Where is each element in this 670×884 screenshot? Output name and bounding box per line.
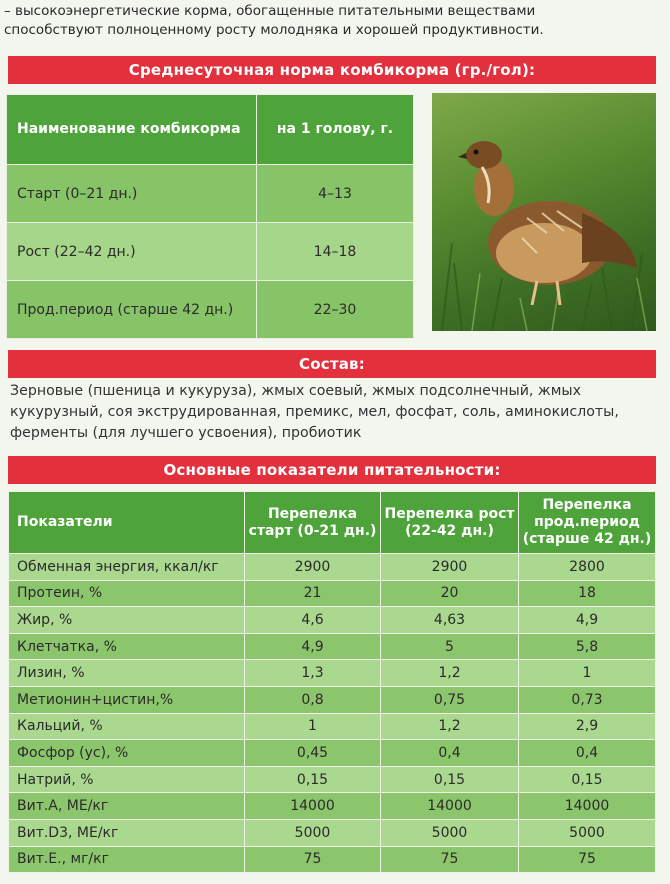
indicator-cell: Вит.А, МЕ/кг <box>9 793 245 820</box>
indicator-cell: Жир, % <box>9 607 245 634</box>
feed-value-cell: 4–13 <box>257 165 414 223</box>
indicator-cell: Кальций, % <box>9 713 245 740</box>
value-cell: 0,15 <box>245 766 381 793</box>
value-cell: 1 <box>245 713 381 740</box>
nutrition-table <box>8 491 656 873</box>
nutr-col-growth-header: Перепелка рост (22-42 дн.) <box>381 492 519 554</box>
intro-line-1: – высокоэнергетические корма, обогащенные питательными веществами <box>4 3 536 19</box>
nutr-col-start-header: Перепелка старт (0-21 дн.) <box>245 492 381 554</box>
value-cell: 1,3 <box>245 660 381 687</box>
table-row <box>9 607 656 634</box>
value-cell: 4,63 <box>381 607 519 634</box>
value-cell: 0,4 <box>381 740 519 767</box>
feed-col-name-header: Наименование комбикорма <box>7 95 257 165</box>
value-cell: 75 <box>519 846 656 873</box>
quail-illustration <box>432 93 656 331</box>
value-cell: 75 <box>381 846 519 873</box>
value-cell: 2900 <box>245 554 381 581</box>
feed-col-value-header: на 1 голову, г. <box>257 95 414 165</box>
indicator-cell: Фосфор (ус), % <box>9 740 245 767</box>
nutrition-header-row <box>9 492 656 554</box>
value-cell: 0,75 <box>381 686 519 713</box>
value-cell: 2800 <box>519 554 656 581</box>
value-cell: 1,2 <box>381 660 519 687</box>
value-cell: 14000 <box>519 793 656 820</box>
feed-norm-heading: Среднесуточная норма комбикорма (гр./гол): <box>8 56 656 84</box>
value-cell: 2900 <box>381 554 519 581</box>
value-cell: 4,9 <box>519 607 656 634</box>
feed-norm-table <box>6 94 414 339</box>
table-row <box>9 846 656 873</box>
nutr-col-indicator-header: Показатели <box>9 492 245 554</box>
table-row <box>9 580 656 607</box>
value-cell: 4,9 <box>245 633 381 660</box>
feed-value-cell: 14–18 <box>257 223 414 281</box>
value-cell: 20 <box>381 580 519 607</box>
value-cell: 5000 <box>381 819 519 846</box>
indicator-cell: Протеин, % <box>9 580 245 607</box>
value-cell: 5000 <box>245 819 381 846</box>
composition-text: Зерновые (пшеница и кукуруза), жмых соевый, жмых подсолнечный, жмых кукурузный, соя экструдированная, премикс, мел, фосфат, соль, аминокислоты, ферменты (для лучшего усвоения), пробиотик <box>10 383 619 441</box>
table-row <box>9 660 656 687</box>
quail-photo <box>432 93 656 331</box>
value-cell: 0,4 <box>519 740 656 767</box>
value-cell: 0,8 <box>245 686 381 713</box>
value-cell: 0,45 <box>245 740 381 767</box>
intro-line-2: способствуют полноценному росту молодняка и хорошей продуктивности. <box>4 22 544 38</box>
composition-heading: Состав: <box>8 350 656 378</box>
nutr-col-prod-header: Перепелка прод.период (старше 42 дн.) <box>519 492 656 554</box>
value-cell: 0,15 <box>381 766 519 793</box>
value-cell: 5 <box>381 633 519 660</box>
value-cell: 0,15 <box>519 766 656 793</box>
feed-name-cell: Прод.период (старше 42 дн.) <box>7 281 257 339</box>
feed-name-cell: Рост (22–42 дн.) <box>7 223 257 281</box>
table-row <box>7 223 414 281</box>
table-row <box>9 819 656 846</box>
table-row <box>9 554 656 581</box>
value-cell: 2,9 <box>519 713 656 740</box>
table-row <box>7 165 414 223</box>
indicator-cell: Метионин+цистин,% <box>9 686 245 713</box>
value-cell: 0,73 <box>519 686 656 713</box>
value-cell: 18 <box>519 580 656 607</box>
indicator-cell: Обменная энергия, ккал/кг <box>9 554 245 581</box>
indicator-cell: Натрий, % <box>9 766 245 793</box>
table-row <box>9 686 656 713</box>
value-cell: 4,6 <box>245 607 381 634</box>
table-row <box>7 281 414 339</box>
intro-text <box>4 2 644 40</box>
table-row <box>9 740 656 767</box>
indicator-cell: Лизин, % <box>9 660 245 687</box>
value-cell: 21 <box>245 580 381 607</box>
value-cell: 14000 <box>245 793 381 820</box>
table-row <box>9 766 656 793</box>
value-cell: 5,8 <box>519 633 656 660</box>
value-cell: 75 <box>245 846 381 873</box>
table-row <box>9 713 656 740</box>
feed-value-cell: 22–30 <box>257 281 414 339</box>
value-cell: 1,2 <box>381 713 519 740</box>
value-cell: 5000 <box>519 819 656 846</box>
table-row <box>9 793 656 820</box>
feed-norm-header-row <box>7 95 414 165</box>
indicator-cell: Вит.Е., мг/кг <box>9 846 245 873</box>
feed-name-cell: Старт (0–21 дн.) <box>7 165 257 223</box>
value-cell: 14000 <box>381 793 519 820</box>
table-row <box>9 633 656 660</box>
indicator-cell: Вит.D3, МЕ/кг <box>9 819 245 846</box>
nutrition-heading: Основные показатели питательности: <box>8 456 656 484</box>
indicator-cell: Клетчатка, % <box>9 633 245 660</box>
value-cell: 1 <box>519 660 656 687</box>
